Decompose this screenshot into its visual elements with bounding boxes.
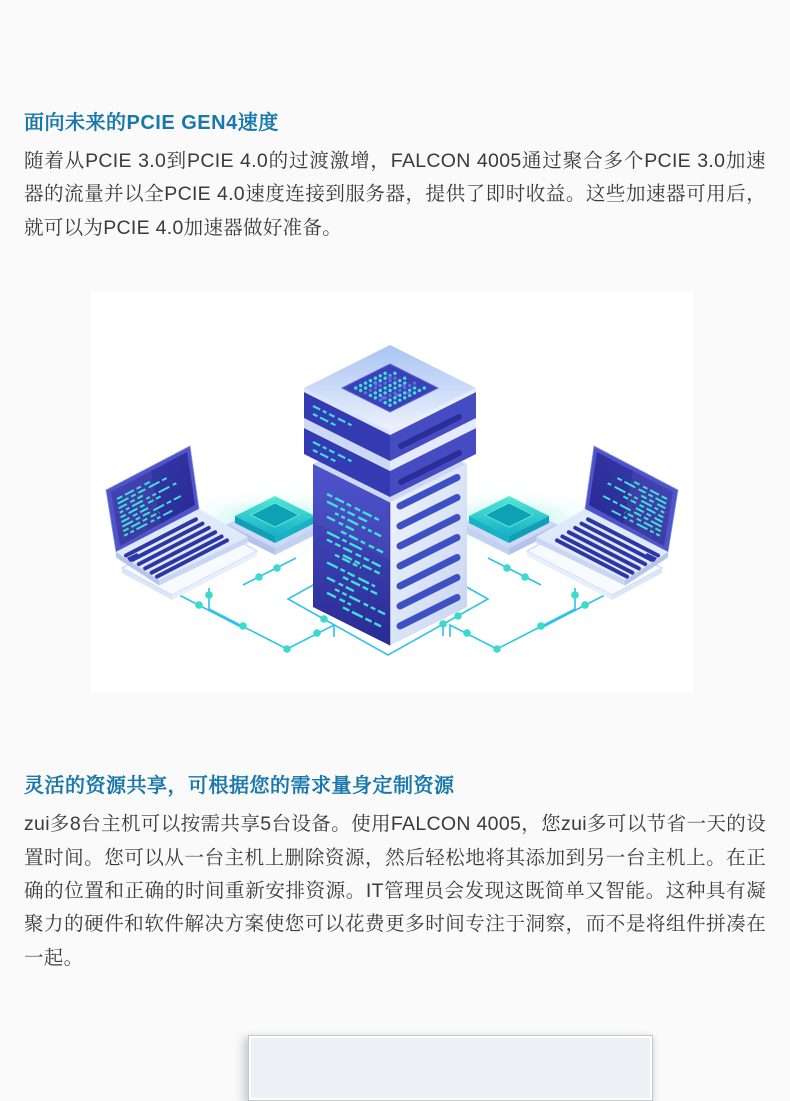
section-heading-resource-sharing: 灵活的资源共享，可根据您的需求量身定制资源 — [24, 775, 455, 798]
bottom-figure-content — [251, 1038, 650, 1098]
bottom-figure-preview — [248, 1035, 653, 1101]
server-network-svg — [91, 292, 693, 692]
section-heading-pcie-gen4: 面向未来的PCIE GEN4速度 — [24, 112, 279, 134]
section-paragraph-pcie-gen4: 随着从PCIE 3.0到PCIE 4.0的过渡激增，FALCON 4005通过聚合多个PCIE 3.0加速器的流量并以全PCIE 4.0速度连接到服务器，提供了即时收益。这些加速器可用后，就可以为PCIE 4.0加速器做好准备。 — [24, 150, 766, 239]
section-pcie-gen4 — [24, 106, 766, 245]
server-network-illustration — [91, 292, 693, 692]
section-paragraph-resource-sharing: zui多8台主机可以按需共享5台设备。使用FALCON 4005，您zui多可以节省一天的设置时间。您可以从一台主机上删除资源，然后轻松地将其添加到另一台主机上。在正确的位置和正确的时间重新安排资源。IT管理员会发现这既简单又智能。这种具有凝聚力的硬件和软件解决方案使您可以花费更多时间专注于洞察，而不是将组件拼凑在一起。 — [24, 813, 766, 969]
section-resource-sharing — [24, 769, 766, 975]
server-tower — [304, 345, 476, 646]
